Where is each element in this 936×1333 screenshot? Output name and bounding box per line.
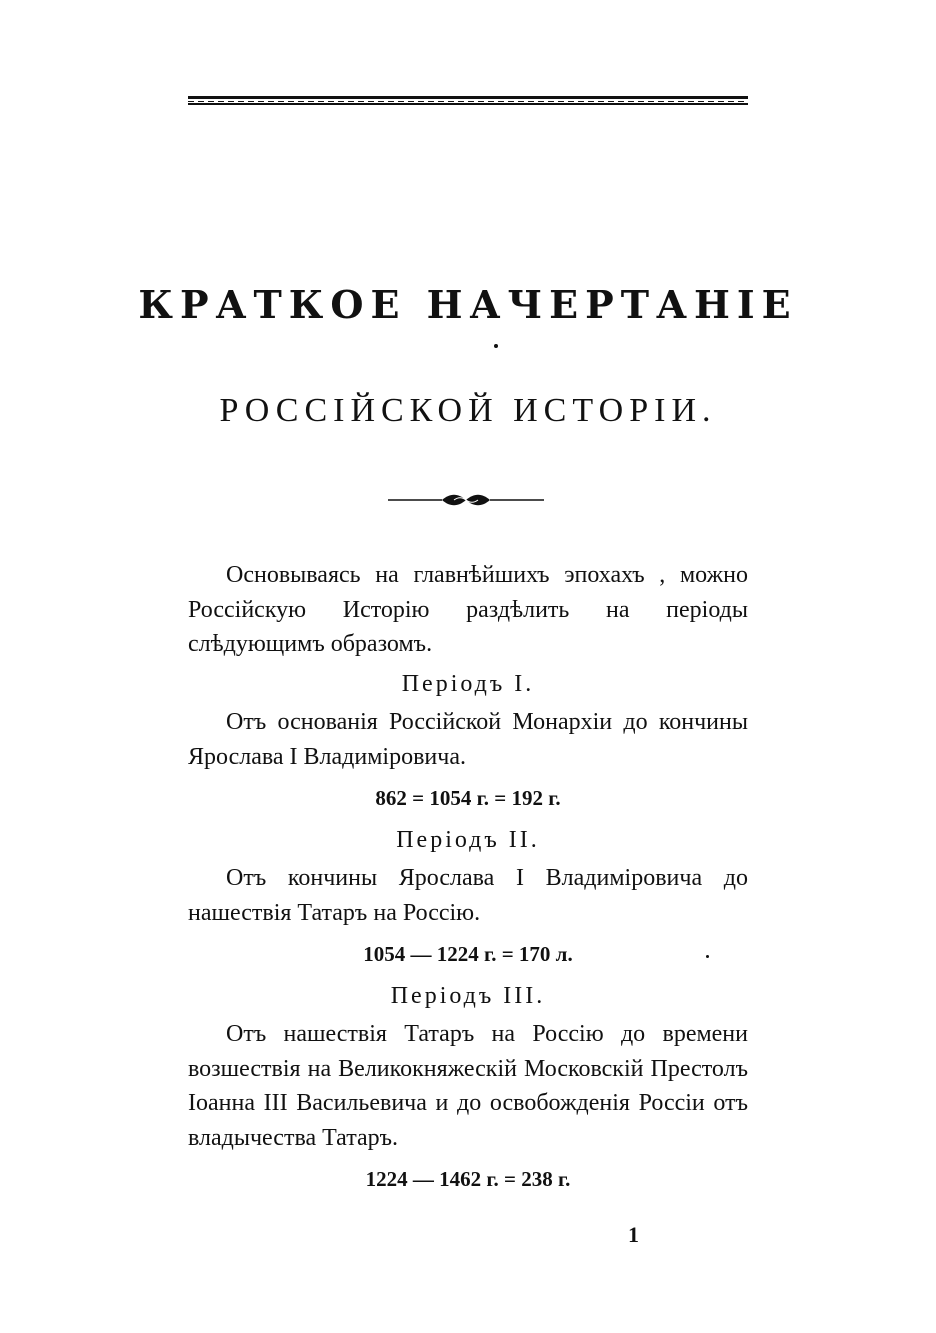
title-dot-mark	[494, 344, 498, 348]
top-decorative-rule	[188, 96, 748, 105]
period-1-dates: 862 = 1054 г. = 192 г.	[375, 786, 561, 810]
period-1-description: Отъ основанія Россійской Монархіи до кончины Ярослава I Владиміровича.	[188, 709, 748, 770]
page-number: 1	[628, 1222, 639, 1247]
ink-speck	[706, 955, 709, 958]
period-3-heading: Періодъ III.	[390, 982, 546, 1009]
page-title: КРАТКОЕ НАЧЕРТАНІЕ	[138, 282, 798, 327]
period-1-heading: Періодъ I.	[401, 670, 535, 697]
intro-paragraph: Основываясь на главнѣйшихъ эпохахъ , можно Россійскую Исторію раздѣлить на періоды слѣдующимъ образомъ.	[188, 562, 748, 657]
period-3-dates: 1224 — 1462 г. = 238 г.	[365, 1167, 571, 1191]
period-2-dates: 1054 — 1224 г. = 170 л.	[363, 942, 573, 966]
ornament-divider-icon	[388, 490, 544, 510]
body-text	[188, 558, 748, 1204]
period-3-description: Отъ нашествія Татаръ на Россію до времени возшествія на Великокняжескій Московскій Престолъ Іоанна III Васильевича и до освобожденія Россіи отъ владычества Татаръ.	[188, 1021, 748, 1151]
page-subtitle: РОССІЙСКОЙ ИСТОРІИ.	[219, 392, 717, 429]
period-2-heading: Періодъ II.	[396, 826, 540, 853]
period-2-description: Отъ кончины Ярослава I Владиміровича до нашествія Татаръ на Россію.	[188, 865, 748, 926]
